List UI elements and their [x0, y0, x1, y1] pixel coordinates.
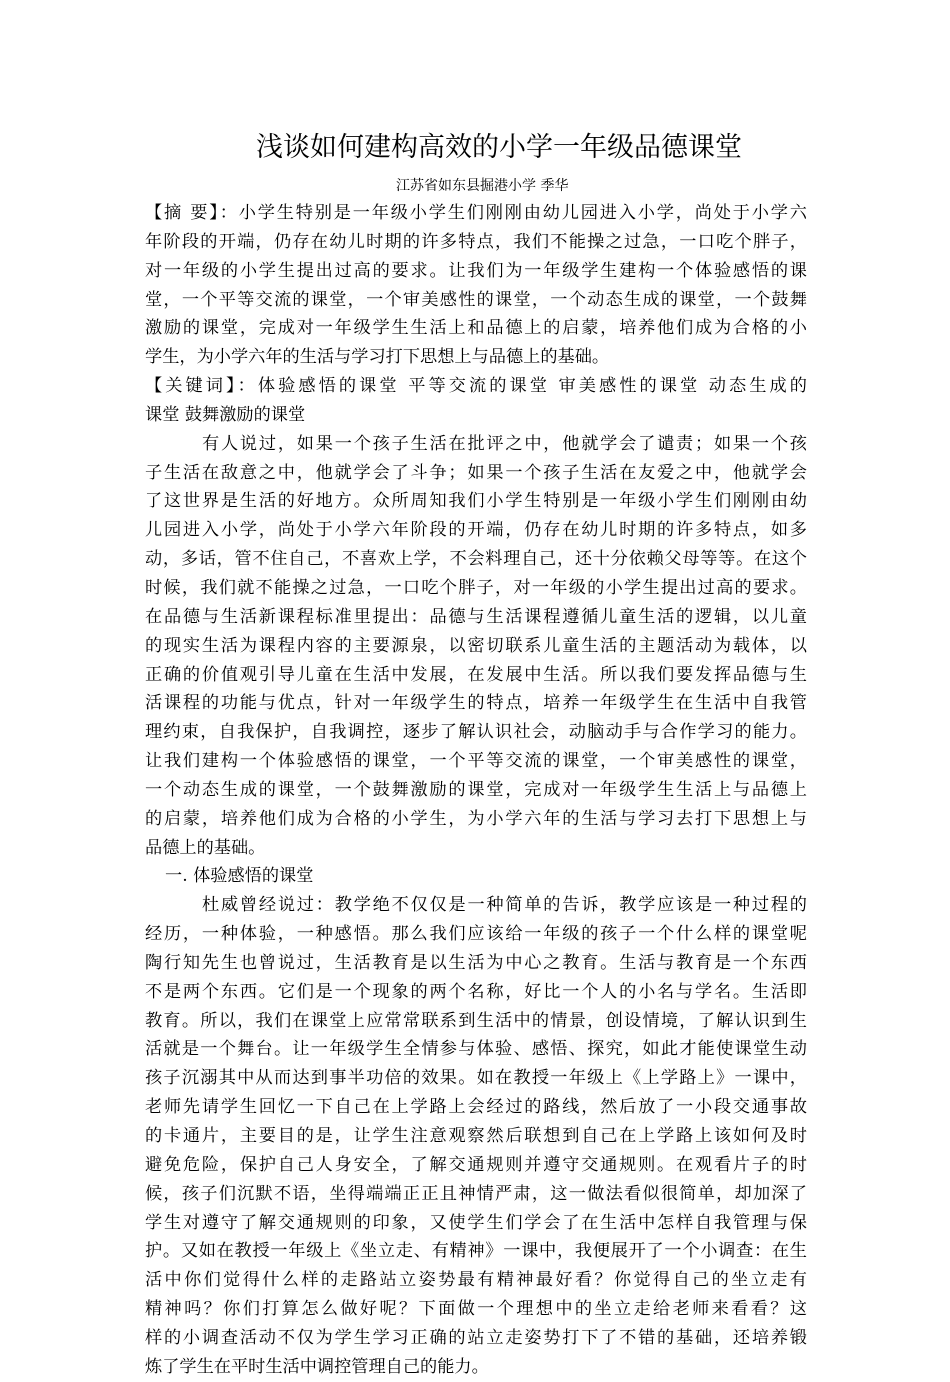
text-line: 一个动态生成的课堂，一个鼓舞激励的课堂，完成对一年级学生生活上与品德上 — [145, 779, 807, 800]
text-line: 课堂 鼓舞激励的课堂 — [145, 404, 306, 425]
text-line: 了这世界是生活的好地方。众所周知我们小学生特别是一年级小学生们刚刚由幼 — [145, 491, 807, 512]
text-line: 杜威曾经说过：教学绝不仅仅是一种简单的告诉，教学应该是一种过程的 — [202, 895, 807, 916]
document-title: 浅谈如何建构高效的小学一年级品德课堂 — [256, 132, 742, 163]
text-line: 理约束，自我保护，自我调控，逐步了解认识社会，动脑动手与合作学习的能力。 — [145, 722, 807, 743]
text-line: 的卡通片，主要目的是，让学生注意观察然后联想到自己在上学路上该如何及时 — [145, 1126, 807, 1146]
text-line: 在品德与生活新课程标准里提出：品德与生活课程遵循儿童生活的逻辑，以儿童 — [145, 606, 807, 627]
text-line: 活中你们觉得什么样的走路站立姿势最有精神最好看？你觉得自己的坐立走有 — [145, 1270, 807, 1291]
text-line: 精神吗？你们打算怎么做好呢？下面做一个理想中的坐立走给老师来看看？这 — [145, 1299, 807, 1320]
text-line: 儿园进入小学，尚处于小学六年阶段的开端，仍存在幼儿时期的许多特点，如多 — [145, 520, 807, 541]
text-line: 活就是一个舞台。让一年级学生全情参与体验、感悟、探究，如此才能使课堂生动 — [145, 1039, 807, 1060]
text-line: 样的小调查活动不仅为学生学习正确的站立走姿势打下了不错的基础，还培养锻 — [145, 1327, 807, 1348]
text-line: 的启蒙，培养他们成为合格的小学生，为小学六年的生活与学习去打下思想上与 — [145, 808, 807, 829]
text-line: 堂，一个平等交流的课堂，一个审美感性的课堂，一个动态生成的课堂，一个鼓舞 — [145, 289, 807, 310]
text-line: 活课程的功能与优点，针对一年级学生的特点，培养一年级学生在生活中自我管 — [145, 693, 807, 714]
author-line: 江苏省如东县掘港小学 季华 — [396, 178, 569, 194]
text-line: 让我们建构一个体验感悟的课堂，一个平等交流的课堂，一个审美感性的课堂， — [145, 751, 807, 772]
text-line: 子生活在敌意之中，他就学会了斗争；如果一个孩子生活在友爱之中，他就学会 — [145, 462, 807, 483]
text-line: 激励的课堂，完成对一年级学生生活上和品德上的启蒙，培养他们成为合格的小 — [145, 318, 807, 339]
text-line: 的现实生活为课程内容的主要源泉，以密切联系儿童生活的主题活动为载体，以 — [145, 635, 807, 656]
text-line: 动，多话，管不住自己，不喜欢上学，不会料理自己，还十分依赖父母等等。在这个 — [145, 549, 807, 570]
text-line: 学生，为小学六年的生活与学习打下思想上与品德上的基础。 — [145, 347, 610, 368]
text-line: 时候，我们就不能操之过急，一口吃个胖子，对一年级的小学生提出过高的要求。 — [145, 577, 807, 598]
text-line: 学生对遵守了解交通规则的印象，又使学生们学会了在生活中怎样自我管理与保 — [145, 1212, 807, 1233]
text-line: 老师先请学生回忆一下自己在上学路上会经过的路线，然后放了一小段交通事故 — [145, 1097, 807, 1118]
text-line: 年阶段的开端，仍存在幼儿时期的许多特点，我们不能操之过急，一口吃个胖子， — [145, 231, 807, 252]
text-line: 一. 体验感悟的课堂 — [165, 866, 314, 887]
text-line: 正确的价值观引导儿童在生活中发展，在发展中生活。所以我们要发挥品德与生 — [145, 664, 807, 685]
text-line: 经历，一种体验，一种感悟。那么我们应该给一年级的孩子一个什么样的课堂呢 — [145, 924, 807, 945]
text-line: 不是两个东西。它们是一个现象的两个名称，好比一个人的小名与学名。生活即 — [145, 981, 807, 1002]
text-line: 护。又如在教授一年级上《坐立走、有精神》一课中，我便展开了一个小调查：在生 — [145, 1241, 807, 1262]
text-line: 对一年级的小学生提出过高的要求。让我们为一年级学生建构一个体验感悟的课 — [145, 260, 807, 281]
text-line: 【关键词】：体验感悟的课堂 平等交流的课堂 审美感性的课堂 动态生成的 — [145, 376, 807, 397]
text-line: 炼了学生在平时生活中调控管理自己的能力。 — [145, 1356, 489, 1377]
text-line: 陶行知先生也曾说过，生活教育是以生活为中心之教育。生活与教育是一个东西 — [145, 952, 807, 973]
document-body — [145, 199, 807, 1382]
text-line: 孩子沉溺其中从而达到事半功倍的效果。如在教授一年级上《上学路上》一课中， — [145, 1068, 807, 1089]
text-line: 品德上的基础。 — [145, 837, 266, 858]
text-line: 避免危险，保护自己人身安全，了解交通规则并遵守交通规则。在观看片子的时 — [145, 1154, 807, 1175]
text-line: 有人说过，如果一个孩子生活在批评之中，他就学会了谴责；如果一个孩 — [202, 433, 807, 454]
text-line: 教育。所以，我们在课堂上应常常联系到生活中的情景，创设情境，了解认识到生 — [145, 1010, 807, 1031]
text-line: 【摘 要】：小学生特别是一年级小学生们刚刚由幼儿园进入小学，尚处于小学六 — [145, 203, 807, 223]
text-line: 候，孩子们沉默不语，坐得端端正正且神情严肃，这一做法看似很简单，却加深了 — [145, 1183, 807, 1204]
